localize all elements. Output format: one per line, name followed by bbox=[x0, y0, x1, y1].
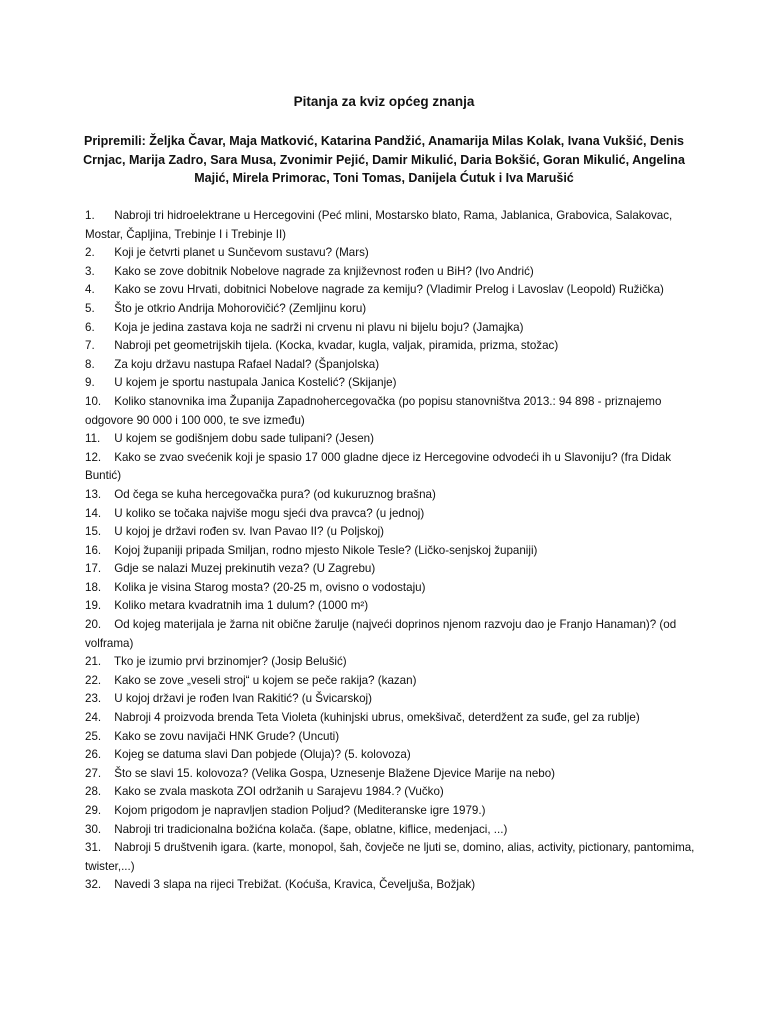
question-item bbox=[85, 337, 695, 356]
question-text: U kojoj državi je rođen Ivan Rakitić? (u Švicarskoj) bbox=[114, 692, 372, 706]
question-number: 17. bbox=[85, 562, 102, 576]
question-number: 14. bbox=[85, 506, 102, 520]
question-text: Nabroji tri tradicionalna božićna kolača. (šape, oblatne, kiflice, medenjaci, ...) bbox=[114, 822, 508, 836]
question-text: Nabroji 4 proizvoda brenda Teta Violeta (kuhinjski ubrus, omekšivač, deterdžent za suđe, gel za rublje) bbox=[114, 711, 640, 725]
question-text: Kojom prigodom je napravljen stadion Poljud? (Mediteranske igre 1979.) bbox=[114, 804, 486, 817]
question-number: 9. bbox=[85, 376, 95, 390]
question-text: Što je otkrio Andrija Mohorovičić? (Zemljinu koru) bbox=[114, 301, 367, 315]
question-item bbox=[85, 523, 695, 542]
question-item bbox=[85, 449, 695, 486]
question-item bbox=[85, 597, 695, 616]
question-text: Nabroji tri hidroelektrane u Hercegovini (Peć mlini, Mostarsko blato, Rama, Jablanica, Grabovica, Salakovac, Mostar, Čapljina, Trebinje I i Trebinje II) bbox=[85, 209, 673, 241]
question-text: Koji je četvrti planet u Sunčevom sustavu? (Mars) bbox=[114, 246, 369, 260]
question-number: 11. bbox=[85, 432, 101, 446]
question-number: 28. bbox=[85, 785, 102, 799]
question-number: 31. bbox=[85, 841, 102, 855]
question-item bbox=[85, 728, 695, 747]
question-item bbox=[85, 690, 695, 709]
question-item bbox=[85, 319, 695, 338]
question-text: Navedi 3 slapa na rijeci Trebižat. (Koćuša, Kravica, Čeveljuša, Božjak) bbox=[114, 878, 476, 892]
question-item bbox=[85, 207, 695, 244]
question-text: Kako se zovu navijači HNK Grude? (Uncuti) bbox=[114, 729, 340, 743]
question-number: 1. bbox=[85, 209, 95, 222]
question-item bbox=[85, 542, 695, 561]
question-number: 5. bbox=[85, 301, 95, 315]
question-item bbox=[85, 839, 695, 876]
question-text: U kojem je sportu nastupala Janica Kostelić? (Skijanje) bbox=[114, 376, 397, 390]
question-text: Što se slavi 15. kolovoza? (Velika Gospa, Uznesenje Blažene Djevice Marije na nebo) bbox=[114, 766, 556, 780]
question-item bbox=[85, 783, 695, 802]
question-number: 8. bbox=[85, 357, 95, 371]
question-item bbox=[85, 876, 695, 895]
question-text: Kako se zove dobitnik Nobelove nagrade za književnost rođen u BiH? (Ivo Andrić) bbox=[114, 264, 534, 278]
question-number: 4. bbox=[85, 283, 95, 297]
question-text: Od čega se kuha hercegovačka pura? (od kukuruznog brašna) bbox=[114, 487, 436, 501]
question-item bbox=[85, 672, 695, 691]
question-number: 16. bbox=[85, 543, 102, 557]
question-number: 25. bbox=[85, 729, 102, 743]
question-number: 23. bbox=[85, 692, 102, 706]
question-number: 7. bbox=[85, 339, 95, 353]
question-item bbox=[85, 356, 695, 375]
question-item bbox=[85, 300, 695, 319]
question-text: Kojeg se datuma slavi Dan pobjede (Oluja)? (5. kolovoza) bbox=[114, 748, 411, 762]
question-text: Kako se zovu Hrvati, dobitnici Nobelove nagrade za kemiju? (Vladimir Prelog i Lavoslav (Leopold) Ružička) bbox=[114, 283, 664, 297]
question-number: 27. bbox=[85, 766, 102, 780]
question-item bbox=[85, 765, 695, 784]
question-number: 26. bbox=[85, 748, 102, 762]
question-number: 6. bbox=[85, 320, 95, 334]
question-number: 18. bbox=[85, 580, 102, 594]
question-item bbox=[85, 244, 695, 263]
question-item bbox=[85, 486, 695, 505]
question-number: 24. bbox=[85, 711, 102, 725]
question-text: Tko je izumio prvi brzinomjer? (Josip Belušić) bbox=[114, 655, 347, 669]
question-number: 19. bbox=[85, 599, 102, 613]
question-text: U kojem se godišnjem dobu sade tulipani? (Jesen) bbox=[114, 432, 374, 446]
question-item bbox=[85, 281, 695, 300]
question-text: Za koju državu nastupa Rafael Nadal? (Španjolska) bbox=[114, 357, 380, 371]
question-number: 3. bbox=[85, 264, 95, 278]
question-number: 12. bbox=[85, 450, 102, 464]
question-number: 30. bbox=[85, 822, 102, 836]
question-number: 15. bbox=[85, 525, 102, 539]
question-item bbox=[85, 709, 695, 728]
question-number: 20. bbox=[85, 618, 102, 632]
question-text: Kako se zvala maskota ZOI održanih u Sarajevu 1984.? (Vučko) bbox=[114, 785, 444, 799]
question-text: U kojoj je državi rođen sv. Ivan Pavao II? (u Poljskoj) bbox=[114, 525, 385, 539]
question-text: Od kojeg materijala je žarna nit obične žarulje (najveći doprinos njenom razvoju dao je Franjo Hanaman)? (od volframa) bbox=[85, 618, 677, 650]
question-item bbox=[85, 393, 695, 430]
question-text: Koliko stanovnika ima Županija Zapadnohercegovačka (po popisu stanovništva 2013.: 94 898 - priznajemo odgovore 90 000 i 100 000, te sve između) bbox=[85, 394, 662, 427]
question-item bbox=[85, 560, 695, 579]
question-number: 32. bbox=[85, 878, 102, 892]
question-number: 21. bbox=[85, 655, 102, 669]
question-number: 2. bbox=[85, 246, 95, 260]
question-text: Kolika je visina Starog mosta? (20-25 m, ovisno o vodostaju) bbox=[114, 580, 426, 594]
question-item bbox=[85, 821, 695, 840]
question-item bbox=[85, 653, 695, 672]
question-item bbox=[85, 430, 695, 449]
question-list bbox=[85, 207, 695, 895]
question-text: Nabroji pet geometrijskih tijela. (Kocka, kvadar, kugla, valjak, piramida, prizma, stožac) bbox=[114, 339, 559, 353]
question-item bbox=[85, 505, 695, 524]
question-number: 13. bbox=[85, 487, 102, 501]
question-text: Gdje se nalazi Muzej prekinutih veza? (U Zagrebu) bbox=[114, 562, 376, 576]
question-text: Kako se zove „veseli stroj“ u kojem se peče rakija? (kazan) bbox=[114, 673, 417, 687]
question-text: U koliko se točaka najviše mogu sjeći dva pravca? (u jednoj) bbox=[114, 506, 425, 520]
question-item bbox=[85, 374, 695, 393]
question-number: 10. bbox=[85, 394, 102, 408]
question-item bbox=[85, 616, 695, 653]
question-item bbox=[85, 579, 695, 598]
question-text: Kako se zvao svećenik koji je spasio 17 000 gladne djece iz Hercegovine odvodeći ih u Slavoniju? (fra Didak Buntić) bbox=[85, 450, 672, 483]
question-text: Nabroji 5 društvenih igara. (karte, monopol, šah, čovječe ne ljuti se, domino, alias, activity, pictionary, pantomima, twister,...) bbox=[85, 841, 695, 873]
question-text: Koja je jedina zastava koja ne sadrži ni crvenu ni plavu ni bijelu boju? (Jamajka) bbox=[114, 320, 524, 334]
document-title: Pitanja za kviz općeg znanja bbox=[293, 94, 475, 109]
question-item bbox=[85, 746, 695, 765]
question-text: Kojoj županiji pripada Smiljan, rodno mjesto Nikole Tesle? (Ličko-senjskoj županiji) bbox=[114, 543, 538, 557]
question-text: Koliko metara kvadratnih ima 1 dulum? (1000 m²) bbox=[114, 599, 369, 613]
question-number: 29. bbox=[85, 804, 102, 817]
question-number: 22. bbox=[85, 673, 102, 687]
question-item bbox=[85, 802, 695, 821]
authors-paragraph: Pripremili: Željka Čavar, Maja Matković, Katarina Pandžić, Anamarija Milas Kolak, Ivana Vukšić, Denis Crnjac, Marija Zadro, Sara Musa, Zvonimir Pejić, Damir Mikulić, Daria Bokšić, Goran Mikulić, Angelina Majić, Mirela Primorac, Toni Tomas, Danijela Ćutuk i Iva Marušić bbox=[83, 134, 685, 185]
question-item bbox=[85, 263, 695, 282]
